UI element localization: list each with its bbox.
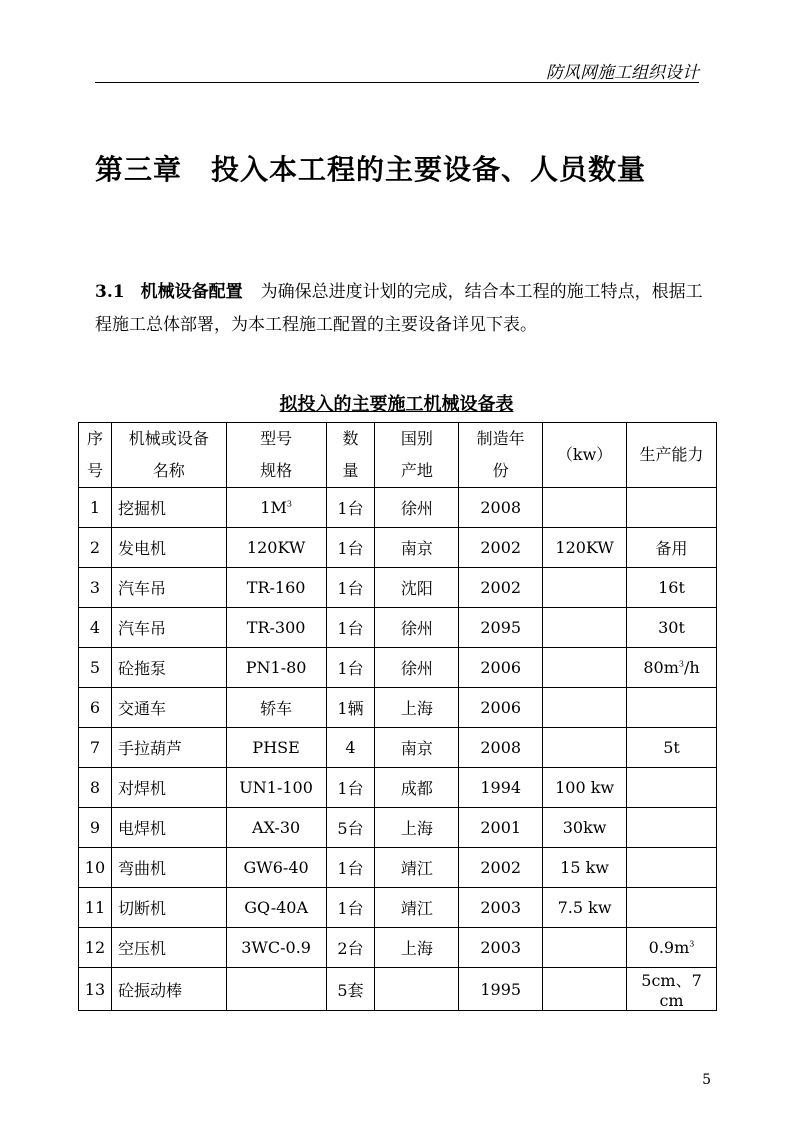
cell-capacity [627,688,717,728]
cell-qty: 2台 [326,928,375,968]
cell-qty: 5套 [326,968,375,1011]
cell-origin: 上海 [375,688,459,728]
cell-power [543,688,627,728]
cell-seq: 5 [79,648,112,688]
table-row [79,968,717,1011]
cell-capacity [627,768,717,808]
table-row [79,728,717,768]
cell-seq: 10 [79,848,112,888]
cell-seq: 9 [79,808,112,848]
cell-power: 120KW [543,528,627,568]
table-row [79,568,717,608]
header-name: 机械或设备 名称 [111,423,226,488]
cell-year: 2002 [459,848,543,888]
cell-seq: 11 [79,888,112,928]
table-row [79,608,717,648]
cell-name: 汽车吊 [111,568,226,608]
cell-qty: 4 [326,728,375,768]
cell-name: 电焊机 [111,808,226,848]
cell-year: 2003 [459,928,543,968]
cell-seq: 2 [79,528,112,568]
header-origin: 国别 产地 [375,423,459,488]
cell-capacity: 5cm、7 cm [627,968,717,1011]
cell-model: $1M^3$ [226,488,326,528]
cell-model: 3WC-0.9 [226,928,326,968]
cell-seq: 7 [79,728,112,768]
cell-year: 2001 [459,808,543,848]
cell-origin: 沈阳 [375,568,459,608]
cell-origin: 徐州 [375,608,459,648]
cell-model: AX-30 [226,808,326,848]
cell-name: 切断机 [111,888,226,928]
cell-seq: 12 [79,928,112,968]
table-row [79,768,717,808]
header-qty: 数 量 [326,423,375,488]
cell-year: 1995 [459,968,543,1011]
cell-name: 挖掘机 [111,488,226,528]
cell-year: 2008 [459,488,543,528]
cell-power [543,928,627,968]
header-seq: 序 号 [79,423,112,488]
cell-model: PHSE [226,728,326,768]
table-row [79,888,717,928]
section-number: 3.1 [95,282,125,302]
section-title: 机械设备配置 [140,282,243,302]
cell-capacity [627,488,717,528]
cell-name: 砼拖泵 [111,648,226,688]
cell-power [543,488,627,528]
table-title: 拟投入的主要施工机械设备表 [279,394,514,415]
cell-origin: 成都 [375,768,459,808]
cell-capacity [627,888,717,928]
cell-origin: 上海 [375,928,459,968]
cell-year: 2008 [459,728,543,768]
cell-seq: 4 [79,608,112,648]
cell-year: 2095 [459,608,543,648]
cell-name: 空压机 [111,928,226,968]
cell-origin: 靖江 [375,848,459,888]
cell-model: TR-300 [226,608,326,648]
cell-origin: 徐州 [375,648,459,688]
cell-name: 发电机 [111,528,226,568]
cell-name: 汽车吊 [111,608,226,648]
cell-name: 砼振动棒 [111,968,226,1011]
cell-year: 2006 [459,688,543,728]
cell-origin: 靖江 [375,888,459,928]
table-row [79,848,717,888]
cell-model [226,968,326,1011]
cell-seq: 1 [79,488,112,528]
cell-qty: 1台 [326,568,375,608]
cell-power [543,648,627,688]
cell-origin: 南京 [375,528,459,568]
cell-seq: 3 [79,568,112,608]
cell-model: 轿车 [226,688,326,728]
cell-year: 2006 [459,648,543,688]
header-model: 型号 规格 [226,423,326,488]
cell-capacity: 16t [627,568,717,608]
header-year: 制造年 份 [459,423,543,488]
table-row [79,808,717,848]
page-number: 5 [702,1072,711,1088]
header-title: 防风网施工组织设计 [546,63,699,83]
header-divider [95,82,699,83]
cell-seq: 13 [79,968,112,1011]
cell-capacity: 5t [627,728,717,768]
cell-year: 2003 [459,888,543,928]
cell-power [543,728,627,768]
cell-qty: 1辆 [326,688,375,728]
cell-model: 120KW [226,528,326,568]
cell-model: TR-160 [226,568,326,608]
cell-origin: 南京 [375,728,459,768]
section-paragraph [95,276,705,342]
table-header-row [79,423,717,488]
cell-capacity: 备用 [627,528,717,568]
cell-power: 7.5 kw [543,888,627,928]
cell-model: PN1-80 [226,648,326,688]
cell-seq: 6 [79,688,112,728]
cell-qty: 1台 [326,768,375,808]
cell-qty: 5台 [326,808,375,848]
cell-name: 对焊机 [111,768,226,808]
cell-capacity: 30t [627,608,717,648]
table-row [79,528,717,568]
cell-capacity [627,808,717,848]
cell-name: 交通车 [111,688,226,728]
cell-qty: 1台 [326,648,375,688]
cell-power: 30kw [543,808,627,848]
cell-model: GW6-40 [226,848,326,888]
cell-power: 100 kw [543,768,627,808]
cell-power [543,568,627,608]
cell-year: 2002 [459,528,543,568]
cell-power: 15 kw [543,848,627,888]
cell-seq: 8 [79,768,112,808]
cell-model: UN1-100 [226,768,326,808]
cell-power [543,968,627,1011]
equipment-table [78,422,717,1011]
cell-qty: 1台 [326,848,375,888]
cell-qty: 1台 [326,608,375,648]
table-row [79,648,717,688]
cell-origin: 徐州 [375,488,459,528]
cell-qty: 1台 [326,488,375,528]
cell-capacity [627,848,717,888]
table-row [79,688,717,728]
header-capacity: 生产能力 [627,423,717,488]
cell-capacity: $80m^3/h$ [627,648,717,688]
cell-name: 弯曲机 [111,848,226,888]
cell-origin: 上海 [375,808,459,848]
cell-origin [375,968,459,1011]
header-power: （kw） [543,423,627,488]
cell-qty: 1台 [326,528,375,568]
cell-model: GQ-40A [226,888,326,928]
cell-year: 1994 [459,768,543,808]
cell-qty: 1台 [326,888,375,928]
cell-name: 手拉葫芦 [111,728,226,768]
table-row [79,488,717,528]
cell-year: 2002 [459,568,543,608]
cell-capacity: $0.9m^3$ [627,928,717,968]
section-text: 为确保总进度计划的完成，结合本工程的施工特点，根据工程施工总体部署，为本工程施工配置的主要设备详见下表。 [95,282,703,335]
table-row [79,928,717,968]
cell-power [543,608,627,648]
chapter-title: 第三章 投入本工程的主要设备、人员数量 [95,153,647,186]
